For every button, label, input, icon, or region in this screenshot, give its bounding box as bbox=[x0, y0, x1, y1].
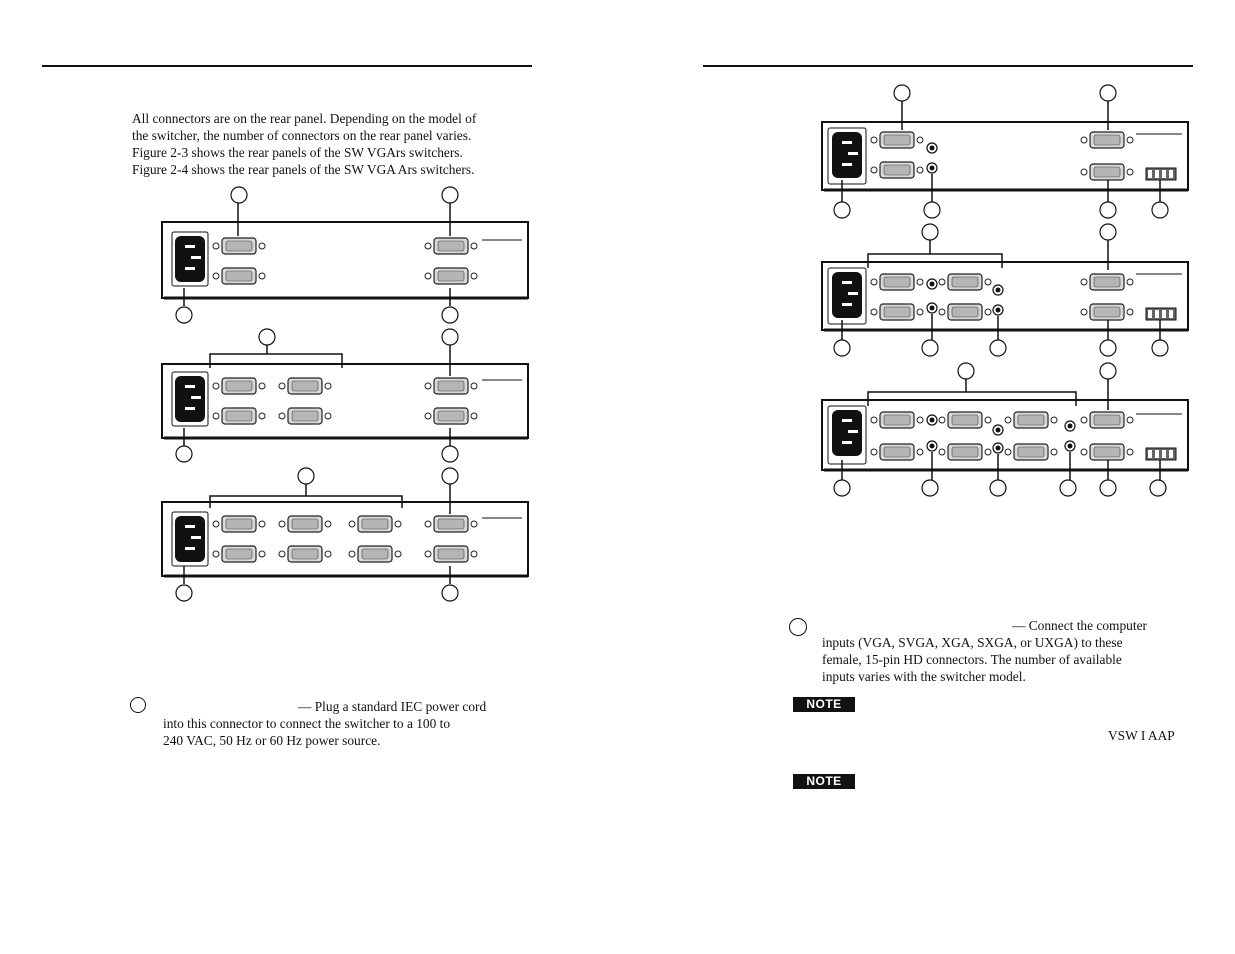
callout-power-p2 bbox=[176, 446, 192, 462]
callout-b-audio-2 bbox=[990, 340, 1006, 356]
callout-output-2 bbox=[442, 307, 458, 323]
callout-output bbox=[442, 187, 458, 203]
callout-inputs-p3 bbox=[298, 468, 314, 484]
callout-inputs-p2 bbox=[259, 329, 275, 345]
power-description: — Plug a standard IEC power cord into this connector to connect the switcher to a 100 to 240 VAC, 50 Hz or 60 Hz power source. bbox=[163, 699, 487, 748]
intro-paragraph: All connectors are on the rear panel. Depending on the model of the switcher, the number of connectors on the rear panel varies. Figure 2-3 shows the rear panels of the SW VGArs switchers. Figure 2-4 shows the rear panels of the SW VGA Ars switchers. bbox=[132, 111, 477, 177]
callout-c-audio-2 bbox=[990, 480, 1006, 496]
callout-c-output-b bbox=[1100, 480, 1116, 496]
power-callout-marker bbox=[130, 697, 146, 713]
callout-a-output-b bbox=[1100, 202, 1116, 218]
callout-c-rs232 bbox=[1150, 480, 1166, 496]
figure-2-4-rear-panels bbox=[810, 80, 1200, 510]
callout-b-power bbox=[834, 340, 850, 356]
callout-a-audio bbox=[924, 202, 940, 218]
inputs-callout-marker bbox=[789, 618, 807, 636]
callout-power-p3 bbox=[176, 585, 192, 601]
callout-b-inputs bbox=[922, 224, 938, 240]
rear-panel-6-input bbox=[162, 484, 528, 584]
callout-output-p2 bbox=[442, 329, 458, 345]
callout-c-audio-1 bbox=[922, 480, 938, 496]
rear-panel-audio-2-input bbox=[822, 100, 1188, 202]
callout-c-inputs bbox=[958, 363, 974, 379]
callout-b-audio-1 bbox=[922, 340, 938, 356]
callout-c-output bbox=[1100, 363, 1116, 379]
rear-panel-audio-6-input bbox=[822, 378, 1188, 480]
rear-panel-4-input bbox=[162, 344, 528, 446]
callout-b-rs232 bbox=[1152, 340, 1168, 356]
callout-output-p2b bbox=[442, 446, 458, 462]
callout-b-output-b bbox=[1100, 340, 1116, 356]
callout-output-p3b bbox=[442, 585, 458, 601]
callout-inputs bbox=[231, 187, 247, 203]
rear-panel-2-input bbox=[162, 200, 528, 306]
rear-panel-audio-4-input bbox=[822, 240, 1188, 340]
note-badge-2: NOTE bbox=[793, 774, 855, 789]
left-header-rule bbox=[42, 65, 532, 67]
callout-c-audio-3 bbox=[1060, 480, 1076, 496]
inputs-description: — Connect the computer inputs (VGA, SVGA, XGA, SXGA, or UXGA) to these female, 15-pin HD connectors. The number of available inputs varies with the switcher model. bbox=[822, 618, 1147, 684]
model-reference-text: VSW I AAP bbox=[1108, 728, 1175, 743]
right-header-rule bbox=[703, 65, 1193, 67]
callout-output-p3 bbox=[442, 468, 458, 484]
callout-c-power bbox=[834, 480, 850, 496]
callout-a-inputs bbox=[894, 85, 910, 101]
callout-a-power bbox=[834, 202, 850, 218]
callout-power bbox=[176, 307, 192, 323]
callout-a-rs232 bbox=[1152, 202, 1168, 218]
figure-2-3-rear-panels bbox=[150, 180, 540, 610]
note-badge-1: NOTE bbox=[793, 697, 855, 712]
callout-b-output bbox=[1100, 224, 1116, 240]
callout-a-output bbox=[1100, 85, 1116, 101]
